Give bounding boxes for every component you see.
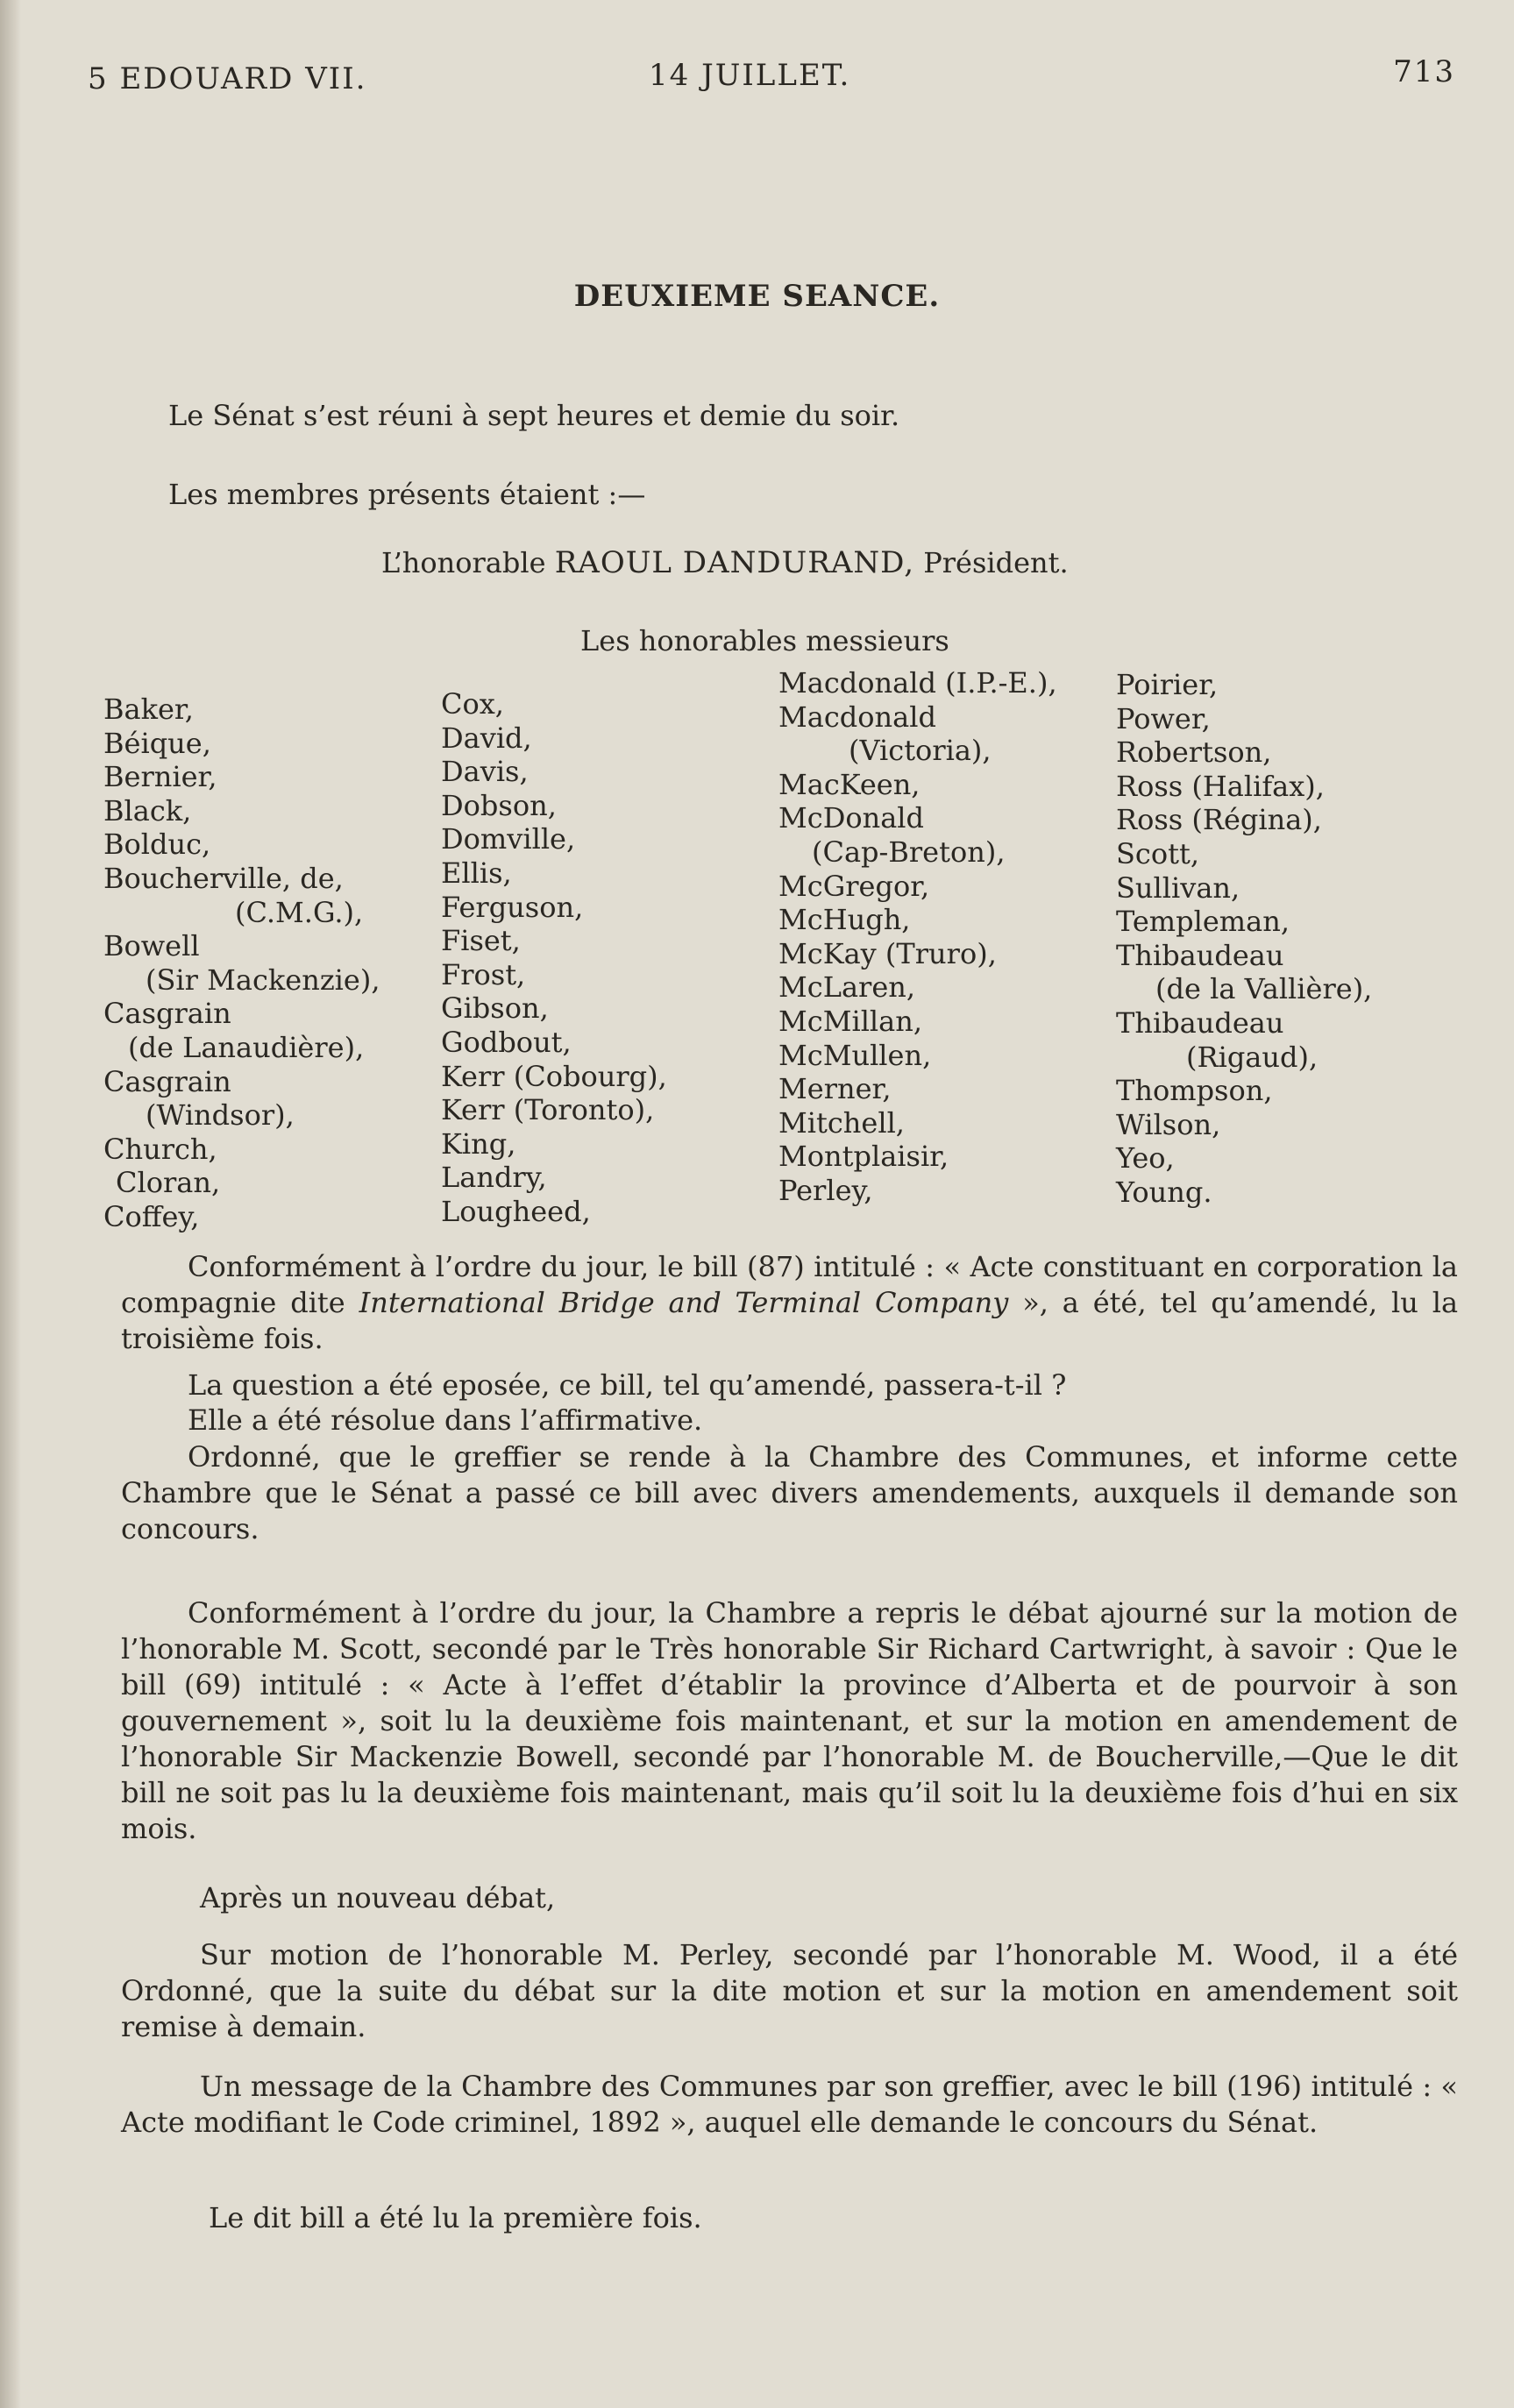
member-name: MacKeen,	[778, 767, 920, 801]
member-name: McKay (Truro),	[778, 936, 997, 970]
member-name: Thompson,	[1116, 1074, 1273, 1108]
member-name: King,	[441, 1126, 516, 1161]
member-name: Fiset,	[441, 924, 521, 958]
paragraph-first-reading: Le dit bill a été lu la première fois.	[209, 2201, 702, 2234]
president-prefix: L’honorable	[381, 546, 546, 579]
paragraph-new-debate: Après un nouveau débat,	[200, 1881, 556, 1914]
paragraph-resolution: Elle a été résolue dans l’affirmative.	[188, 1403, 703, 1437]
paragraph-bill-87	[121, 1249, 1458, 1357]
paragraph-perley-motion: Sur motion de l’honorable M. Perley, secondé par l’honorable M. Wood, il a été Ordonné, que la suite du débat sur la dite motion et sur la motion en amendement soit remise à demain.	[121, 1938, 1458, 2043]
member-name: Poirier,	[1116, 668, 1219, 701]
members-column-2	[441, 687, 667, 1229]
member-name: McLaren,	[778, 970, 916, 1005]
president-role: Président.	[923, 546, 1069, 579]
members-heading: Les honorables messieurs	[580, 624, 949, 657]
member-name: Young.	[1116, 1175, 1212, 1209]
member-name: Casgrain	[103, 1064, 231, 1098]
member-name: Merner,	[778, 1072, 892, 1106]
member-name: Macdonald	[778, 700, 936, 734]
member-name: Yeo,	[1116, 1141, 1175, 1176]
member-name: McDonald	[778, 801, 925, 835]
member-name: Bernier,	[103, 760, 217, 794]
member-name: Boucherville, de,	[103, 861, 344, 895]
president-line	[381, 545, 1069, 580]
member-name: Godbout,	[441, 1025, 572, 1059]
member-name-continued: (Windsor),	[146, 1098, 295, 1133]
member-name: Ross (Halifax),	[1116, 769, 1325, 803]
member-name: Mitchell,	[778, 1105, 905, 1140]
member-name: Wilson,	[1116, 1107, 1221, 1141]
paragraph-text: », a été, tel qu’amendé, lu la troisième fois.	[121, 1286, 1459, 1355]
member-name-continued: (Sir Mackenzie),	[146, 962, 380, 997]
member-name-continued: (Rigaud),	[1186, 1040, 1319, 1074]
member-name: Cloran,	[116, 1166, 221, 1200]
member-name: Domville,	[441, 822, 576, 856]
member-name: Gibson,	[441, 991, 549, 1026]
member-name: McHugh,	[778, 903, 911, 937]
member-name-continued: (Cap-Breton),	[812, 835, 1006, 869]
member-name: Thibaudeau	[1116, 1005, 1284, 1040]
paragraph-order-clerk: Ordonné, que le greffier se rende à la Chambre des Communes, et informe cette Chambre que le Sénat a passé ce bill avec divers amendements, auxquels il demande son concours.	[121, 1440, 1458, 1545]
member-name-continued: (C.M.G.),	[235, 895, 364, 929]
page-binding-edge	[0, 0, 21, 2408]
member-name: Bolduc,	[103, 828, 211, 862]
member-name: McGregor,	[778, 869, 930, 903]
member-name: Ferguson,	[441, 890, 584, 924]
member-name: Thibaudeau	[1116, 938, 1284, 972]
member-name: Dobson,	[441, 788, 557, 822]
member-name: Ross (Régina),	[1116, 803, 1322, 837]
header-date: 14 JUILLET.	[649, 58, 851, 93]
paragraph-message-commons: Un message de la Chambre des Communes par son greffier, avec le bill (196) intitulé : « Acte modifiant le Code criminel, 1892 », auquel elle demande le concours du Sénat.	[121, 2070, 1458, 2139]
member-name-continued: (de Lanaudière),	[128, 1030, 365, 1064]
member-name: Landry,	[441, 1161, 547, 1195]
members-column-3	[778, 666, 1057, 1208]
intro-line-members: Les membres présents étaient :—	[168, 478, 646, 511]
president-name: RAOUL DANDURAND,	[554, 545, 915, 580]
member-name: Bowell	[103, 929, 200, 963]
member-name: Church,	[103, 1132, 217, 1166]
section-title: DEUXIEME SEANCE.	[573, 279, 941, 314]
member-name: Ellis,	[441, 856, 512, 890]
member-name: Lougheed,	[441, 1194, 591, 1228]
members-list	[103, 666, 1436, 1236]
members-column-1	[103, 693, 380, 1234]
running-header	[88, 54, 1455, 107]
member-name-continued: (de la Vallière),	[1155, 972, 1373, 1006]
member-name: Power,	[1116, 701, 1211, 735]
member-name: Kerr (Toronto),	[441, 1093, 655, 1127]
member-name: McMullen,	[778, 1038, 932, 1072]
members-column-4	[1116, 668, 1372, 1210]
member-name-continued: (Victoria),	[849, 734, 992, 768]
company-name: International Bridge and Terminal Company	[359, 1286, 1009, 1319]
member-name: Cox,	[441, 687, 504, 721]
member-name: Black,	[103, 793, 192, 828]
paragraph-question: La question a été eposée, ce bill, tel qu’amendé, passera-t-il ?	[188, 1368, 1067, 1402]
member-name: Béique,	[103, 726, 211, 760]
member-name: Frost,	[441, 957, 526, 991]
member-name: Kerr (Cobourg),	[441, 1059, 667, 1093]
member-name: Casgrain	[103, 997, 231, 1031]
header-session: 5 EDOUARD VII.	[88, 61, 367, 96]
intro-line-meeting: Le Sénat s’est réuni à sept heures et demie du soir.	[168, 399, 900, 432]
member-name: McMillan,	[778, 1004, 923, 1038]
member-name: Montplaisir,	[778, 1140, 949, 1174]
paragraph-text: Conformément à l’ordre du jour, le bill (87) intitulé : « Acte constituant en corporation la compagnie dite	[121, 1250, 1458, 1319]
member-name: Perley,	[778, 1173, 873, 1207]
member-name: Davis,	[441, 755, 529, 789]
member-name: Templeman,	[1116, 905, 1290, 939]
member-name: Sullivan,	[1116, 870, 1240, 905]
member-name: Scott,	[1116, 836, 1199, 870]
member-name: Baker,	[103, 693, 194, 726]
member-name: Robertson,	[1116, 735, 1272, 770]
member-name: Macdonald (I.P.-E.),	[778, 666, 1057, 700]
member-name: David,	[441, 721, 532, 755]
member-name: Coffey,	[103, 1199, 200, 1233]
paragraph-alberta-bill: Conformément à l’ordre du jour, la Chambre a repris le débat ajourné sur la motion de l’honorable M. Scott, secondé par le Très honorable Sir Richard Cartwright, à savoir : Que le bill (69) intitulé : « Acte à l’effet d’établir la province d’Alberta et de pourvoir à son gouvernement », soit lu la deuxième fois maintenant, et sur la motion en amendement de l’honorable Sir Mackenzie Bowell, secondé par l’honorable M. de Boucherville,—Que le dit bill ne soit pas lu la deuxième fois maintenant, mais qu’il soit lu la deuxième fois d’hui en six mois.	[121, 1596, 1458, 1845]
page-number: 713	[1393, 54, 1455, 89]
